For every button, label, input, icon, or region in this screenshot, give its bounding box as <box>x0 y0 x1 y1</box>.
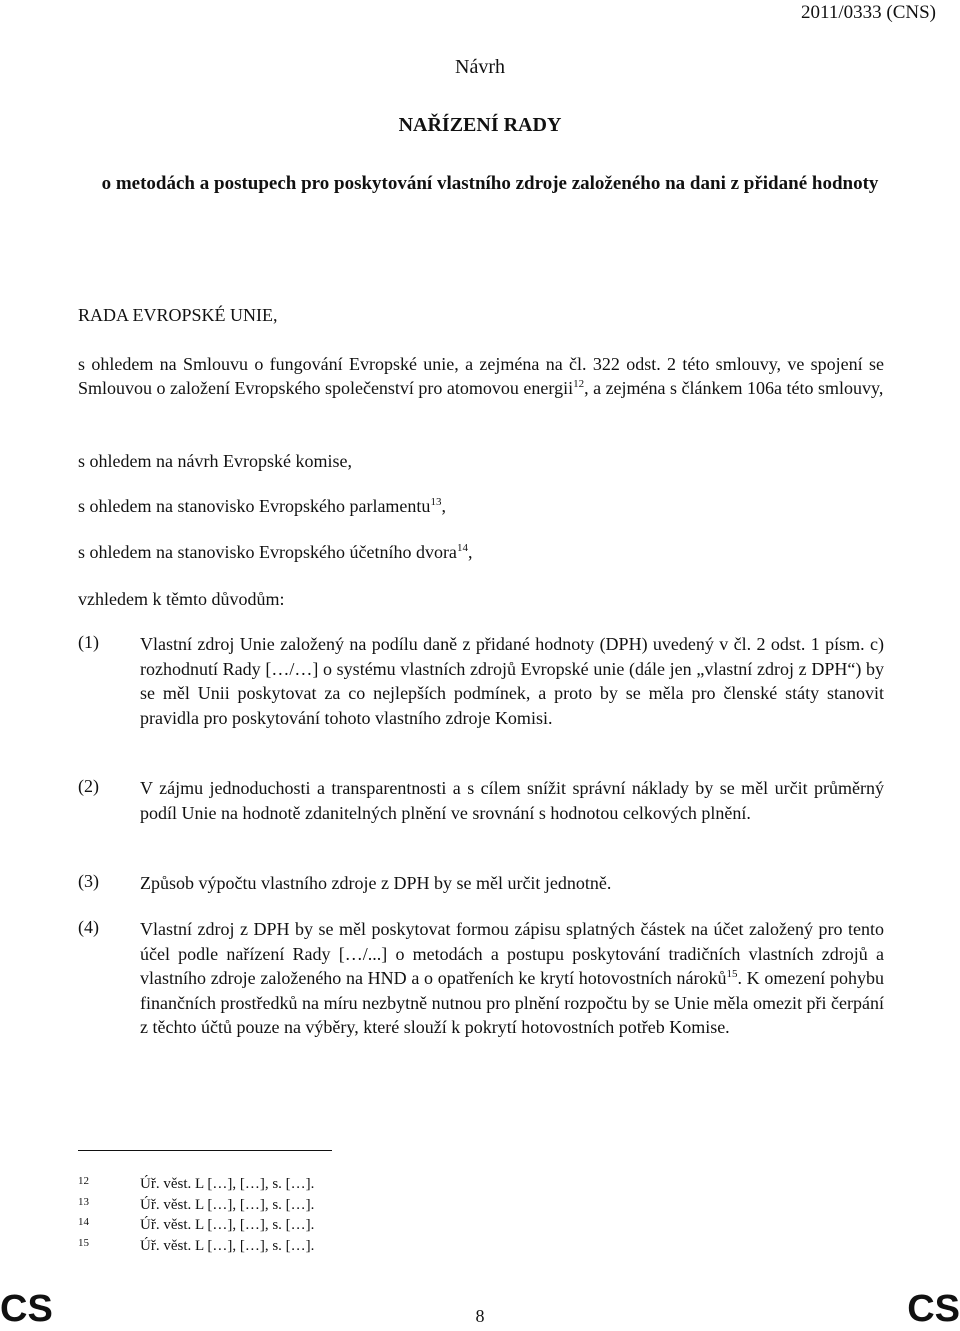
footnote-number: 14 <box>78 1216 89 1228</box>
recital-number: (2) <box>78 776 99 796</box>
footnote-ref-15: 15 <box>726 968 738 980</box>
regulation-subtitle: o metodách a postupech pro poskytování vlastního zdroje založeného na dani z přidané hodnoty <box>101 173 879 194</box>
footnote-ref-12: 12 <box>573 378 585 390</box>
council-heading: RADA EVROPSKÉ UNIE, <box>78 305 278 325</box>
footnote-text: Úř. věst. L […], […], s. […]. <box>140 1238 315 1254</box>
footer-language-left: CS <box>0 1288 53 1330</box>
citation-parliament <box>78 494 884 518</box>
recital-text-a: Vlastní zdroj z DPH by se měl poskytovat formou zápisu splatných částek na účet založený pro tento účel podle nařízení Rady […/...] o metodách a postupu poskytování tradičních vlastních zdrojů a vlastního zdroje založeného na HND a o opatřeních ke krytí hotovostních nároků <box>140 919 884 988</box>
footer-language-right: CS <box>907 1288 960 1330</box>
citation-comma: , <box>467 542 473 562</box>
whereas-heading: vzhledem k těmto důvodům: <box>78 589 285 609</box>
recital-text: Vlastní zdroj Unie založený na podílu daně z přidané hodnoty (DPH) uvedený v čl. 2 odst. 1 písm. c) rozhodnutí Rady […/…] o systému vlastních zdrojů Evropské unie (dále jen „vlastní zdroj z DPH“) by se měl Unii poskytovat za co nejlepších podmínek, a proto by se měla pro členské státy stanovit pravidla pro poskytování tohoto vlastního zdroje Komisi. <box>140 634 884 728</box>
recital-text: Způsob výpočtu vlastního zdroje z DPH by se měl určit jednotně. <box>140 873 612 893</box>
footnote-text: Úř. věst. L […], […], s. […]. <box>140 1176 315 1192</box>
citation-commission: s ohledem na návrh Evropské komise, <box>78 451 352 471</box>
footnote-ref-13: 13 <box>430 496 442 508</box>
citation-treaty-text-b: , a zejména s článkem 106a této smlouvy, <box>584 378 884 398</box>
recital-text-b: . K omezení pohybu finančních prostředků na míru nezbytně nutnou pro plnění rozpočtu by se Unie měla omezit při čerpání z těchto účtů pouze na výběry, které slouží k pokrytí hotovostních potřeb Komise. <box>140 968 885 1037</box>
footnote-text: Úř. věst. L […], […], s. […]. <box>140 1197 315 1213</box>
footnote-number: 15 <box>78 1237 89 1249</box>
footnote-number: 12 <box>78 1175 89 1187</box>
citation-treaty <box>78 352 884 400</box>
footnote-number: 13 <box>78 1196 89 1208</box>
citation-parliament-text: s ohledem na stanovisko Evropského parlamentu <box>78 496 431 516</box>
document-reference: 2011/0333 (CNS) <box>801 2 936 23</box>
footnote-text: Úř. věst. L […], […], s. […]. <box>140 1217 315 1233</box>
regulation-title: NAŘÍZENÍ RADY <box>398 114 562 136</box>
citation-treaty-text-a: s ohledem na Smlouvu o fungování Evropské unie, a zejména na čl. 322 odst. 2 této smlouvy, ve spojení se Smlouvou o založení Evropského společenství pro atomovou energii <box>78 354 884 398</box>
recital-text: V zájmu jednoduchosti a transparentnosti a s cílem snížit správní náklady by se měl určit průměrný podíl Unie na hodnotě zdanitelných plnění ve srovnání s hodnotou celkových plnění. <box>140 778 884 823</box>
citation-auditors <box>78 540 884 564</box>
footnote-separator <box>78 1150 332 1151</box>
citation-auditors-text: s ohledem na stanovisko Evropského účetního dvora <box>78 542 457 562</box>
page-number: 8 <box>475 1306 485 1326</box>
draft-label: Návrh <box>455 56 505 78</box>
recital-text <box>140 917 884 1040</box>
recital-number: (4) <box>78 917 99 937</box>
recital-number: (3) <box>78 871 99 891</box>
citation-comma: , <box>441 496 446 516</box>
footnote-ref-14: 14 <box>456 542 468 554</box>
recital-number: (1) <box>78 632 99 652</box>
